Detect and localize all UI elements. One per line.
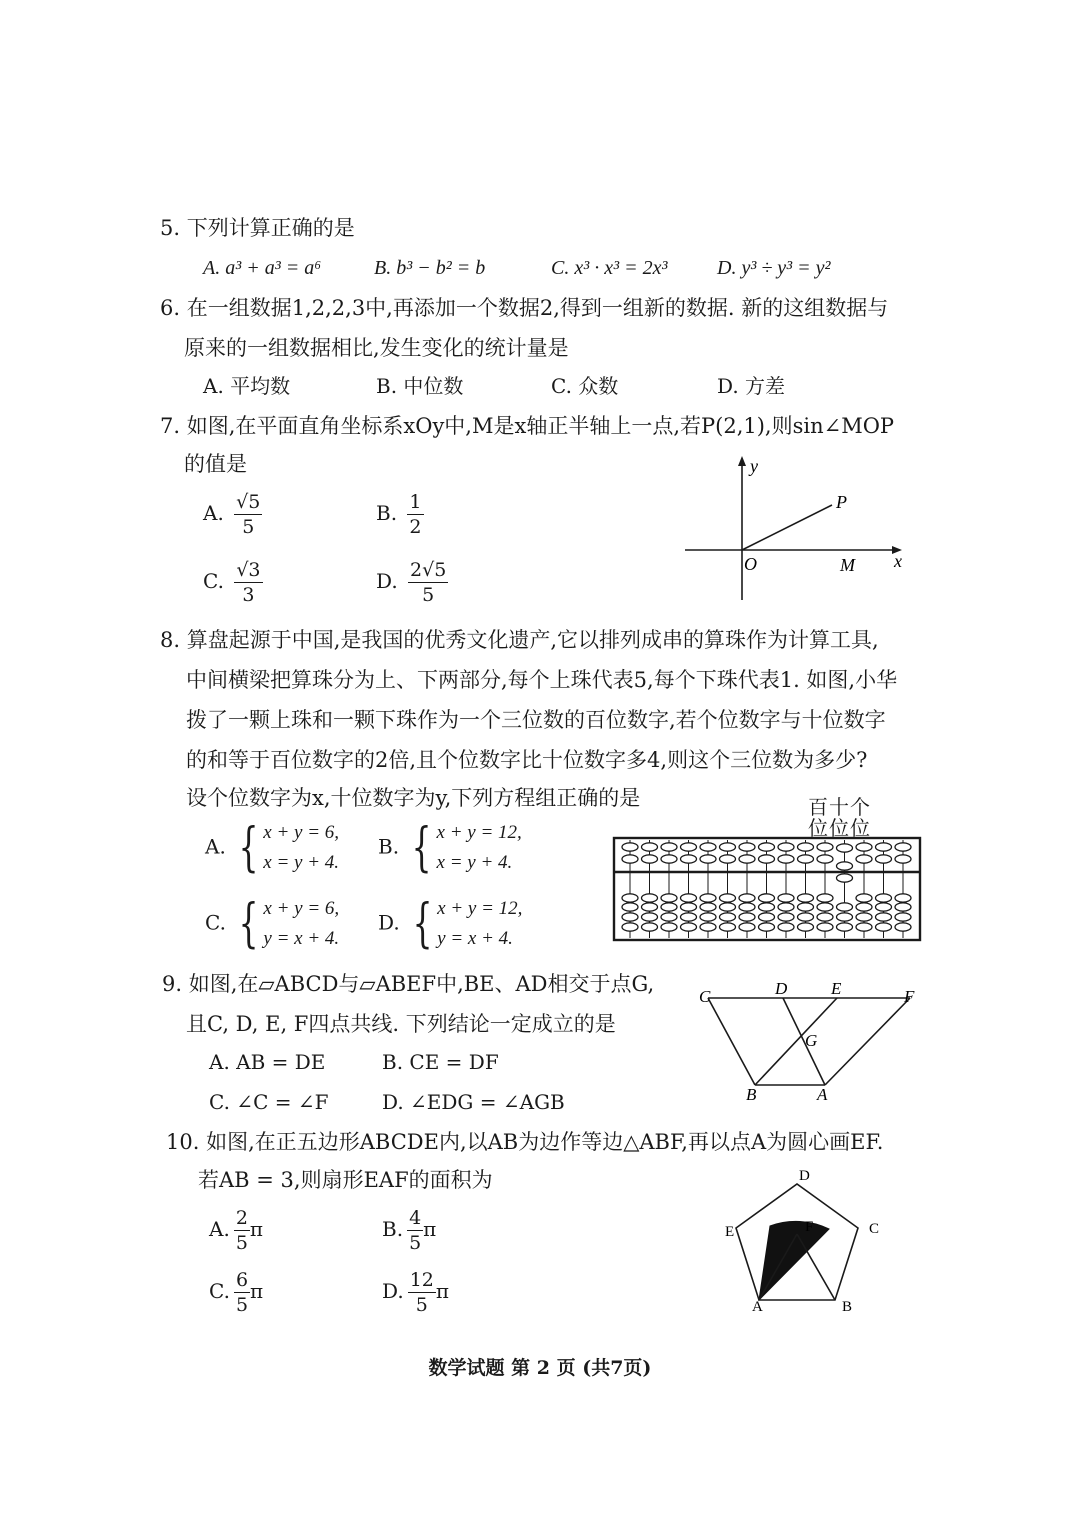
page-footer: 数学试题 第 2 页 (共7页) — [428, 1357, 652, 1379]
abacus-bead — [700, 843, 716, 851]
abacus-bead — [817, 913, 833, 921]
denominator: 5 — [235, 1294, 249, 1316]
abacus-bead — [759, 855, 775, 863]
denominator: 5 — [415, 1294, 428, 1316]
equation-line-2: y = x + 4. — [263, 928, 340, 949]
abacus-bead — [856, 894, 872, 902]
q10-option-d-label: D. — [382, 1279, 404, 1303]
abacus-bead — [661, 843, 677, 851]
point-b-label: B — [746, 1085, 757, 1104]
abacus-label-bottom: 位位位 — [808, 816, 871, 840]
abacus-bead — [720, 923, 736, 931]
abacus-bead — [895, 894, 911, 902]
q7-stem-line1: 7. 如图,在平面直角坐标系xOy中,M是x轴正半轴上一点,若P(2,1),则sin∠MOP — [160, 414, 895, 438]
q7-option-a-fraction — [234, 490, 262, 539]
abacus-bead — [642, 923, 658, 931]
abacus-bead — [720, 913, 736, 921]
abacus-bead — [817, 843, 833, 851]
abacus-bead — [622, 903, 638, 911]
q9-parallelogram-figure — [695, 980, 935, 1105]
q7-coordinate-figure — [680, 450, 920, 610]
abacus-bead — [642, 913, 658, 921]
abacus-bead — [700, 923, 716, 931]
x-label: x — [894, 551, 902, 571]
y-label: y — [750, 456, 758, 476]
q9-option-b: B. CE = DF — [382, 1050, 499, 1074]
q8-stem-line5: 设个位数字为x,十位数字为y,下列方程组正确的是 — [186, 786, 641, 810]
abacus-bead — [622, 843, 638, 851]
q7-stem-line2: 的值是 — [184, 452, 247, 476]
abacus-bead — [739, 923, 755, 931]
abacus-bead — [720, 855, 736, 863]
abacus-bead — [856, 843, 872, 851]
q7-option-a — [203, 490, 262, 539]
q9-stem-line2: 且C, D, E, F四点共线. 下列结论一定成立的是 — [186, 1012, 616, 1036]
abacus-bead — [720, 903, 736, 911]
abacus-bead — [759, 894, 775, 902]
origin-label: O — [744, 554, 757, 574]
point-e-label: E — [725, 1224, 735, 1240]
q8-stem-line2: 中间横梁把算珠分为上、下两部分,每个上珠代表5,每个下珠代表1. 如图,小华 — [186, 668, 898, 692]
abacus-bead — [817, 894, 833, 902]
q7-option-d — [376, 558, 448, 607]
q6-option-c: C. 众数 — [551, 374, 619, 398]
denominator: 3 — [242, 584, 255, 606]
q10-option-d-fraction — [408, 1268, 436, 1317]
abacus-bead — [759, 923, 775, 931]
equation-line-1: x + y = 12, — [436, 822, 522, 843]
q8-option-c — [205, 894, 339, 954]
q8-stem-line4: 的和等于百位数字的2倍,且个位数字比十位数字多4,则这个三位数为多少? — [186, 748, 868, 772]
abacus-bead — [739, 843, 755, 851]
abacus-bead — [895, 913, 911, 921]
abacus-bead — [661, 903, 677, 911]
segment-be — [755, 998, 837, 1085]
q8-option-d-system — [406, 894, 522, 954]
q10-stem-line2: 若AB = 3,则扇形EAF的面积为 — [198, 1168, 493, 1192]
q9-stem-line1: 9. 如图,在▱ABCD与▱ABEF中,BE、AD相交于点G, — [162, 972, 655, 996]
abacus-bead — [798, 913, 814, 921]
abacus-bead — [700, 903, 716, 911]
abacus-bead — [856, 923, 872, 931]
q10-option-c-label: C. — [209, 1279, 230, 1303]
q7-option-a-label: A. — [203, 501, 224, 525]
numerator: √5 — [236, 491, 261, 513]
segment-bf — [797, 1234, 835, 1300]
equation-line-2: x = y + 4. — [263, 852, 340, 873]
q8-option-c-system — [232, 894, 339, 954]
abacus-bead — [642, 843, 658, 851]
numerator: 2 — [235, 1207, 248, 1229]
abacus-bead — [642, 855, 658, 863]
abacus-bead — [876, 923, 892, 931]
abacus-bead — [720, 843, 736, 851]
point-a-label: A — [817, 1085, 828, 1104]
numerator: 2√5 — [410, 559, 447, 581]
q5-stem: 5. 下列计算正确的是 — [160, 216, 355, 240]
q8-option-a — [205, 818, 339, 878]
q10-option-c — [209, 1268, 263, 1317]
equation-line-1: x + y = 6, — [263, 822, 340, 843]
abacus-bead — [837, 844, 853, 852]
q7-option-d-label: D. — [376, 569, 398, 593]
sector-eaf — [759, 1221, 829, 1300]
q8-option-b — [378, 818, 522, 878]
q10-pentagon-figure — [715, 1160, 895, 1320]
abacus-bead — [739, 855, 755, 863]
numerator: 12 — [409, 1269, 434, 1291]
q6-option-b: B. 中位数 — [376, 374, 464, 398]
abacus-bead — [622, 855, 638, 863]
abacus-bead — [739, 913, 755, 921]
q8-option-c-label: C. — [205, 910, 226, 935]
abacus-bead — [817, 903, 833, 911]
point-a-label: A — [752, 1299, 763, 1315]
abacus-bead — [876, 855, 892, 863]
abacus-bead — [876, 903, 892, 911]
q8-option-b-system — [405, 818, 521, 878]
numerator: 6 — [235, 1269, 249, 1291]
q8-stem-line3: 拨了一颗上珠和一颗下珠作为一个三位数的百位数字,若个位数字与十位数字 — [186, 708, 886, 732]
q6-stem-line2: 原来的一组数据相比,发生变化的统计量是 — [184, 336, 569, 360]
abacus-bead — [739, 894, 755, 902]
abacus-bead — [622, 913, 638, 921]
abacus-bead — [895, 923, 911, 931]
abacus-bead — [856, 913, 872, 921]
abacus-bead — [778, 903, 794, 911]
abacus-bead — [681, 923, 697, 931]
pi-symbol: π — [250, 1279, 264, 1303]
q5-option-b: B. b³ − b² = b — [374, 257, 486, 279]
q7-option-c-label: C. — [203, 569, 224, 593]
abacus-bead — [661, 913, 677, 921]
abacus-bead — [876, 913, 892, 921]
pi-symbol: π — [249, 1217, 264, 1241]
q5-option-a: A. a³ + a³ = a⁶ — [203, 257, 322, 279]
q9-option-c: C. ∠C = ∠F — [209, 1090, 329, 1114]
point-f-label: F — [904, 987, 915, 1006]
q9-option-d: D. ∠EDG = ∠AGB — [382, 1090, 565, 1114]
abacus-bead — [798, 903, 814, 911]
point-g-label: G — [805, 1031, 818, 1050]
abacus-bead — [895, 903, 911, 911]
q6-option-a: A. 平均数 — [203, 374, 291, 398]
brace-icon: { — [412, 894, 433, 954]
abacus-label-top: 百十个 — [808, 795, 871, 819]
point-c-label: C — [699, 987, 711, 1006]
point-c-label: C — [869, 1221, 880, 1237]
q10-stem-line1: 10. 如图,在正五边形ABCDE内,以AB为边作等边△ABF,再以点A为圆心画EF. — [166, 1130, 884, 1154]
abacus-bead — [622, 894, 638, 902]
q10-option-c-fraction — [234, 1268, 250, 1317]
abacus-bead — [759, 843, 775, 851]
abacus-bead — [700, 855, 716, 863]
abacus-bead — [739, 903, 755, 911]
abacus-bead — [798, 923, 814, 931]
point-e-label: E — [831, 980, 842, 998]
abacus-bead — [661, 855, 677, 863]
segment-ad — [783, 998, 825, 1085]
brace-icon: { — [238, 818, 259, 878]
abacus-bead — [700, 894, 716, 902]
q7-option-c — [203, 558, 263, 607]
abacus-bead — [661, 923, 677, 931]
abacus-bead — [681, 855, 697, 863]
abacus-bead — [681, 894, 697, 902]
q6-stem-line1: 6. 在一组数据1,2,2,3中,再添加一个数据2,得到一组新的数据. 新的这组数据与 — [160, 296, 889, 320]
denominator: 5 — [409, 1232, 422, 1254]
abacus-bead — [642, 894, 658, 902]
abacus-bead — [895, 855, 911, 863]
abacus-bead — [837, 913, 853, 921]
abacus-bead — [798, 894, 814, 902]
q10-option-b — [382, 1206, 436, 1255]
equation-line-2: x = y + 4. — [436, 852, 513, 873]
q7-option-b-fraction — [407, 490, 423, 539]
abacus-bead — [778, 923, 794, 931]
brace-icon: { — [412, 818, 432, 878]
abacus-figure — [612, 836, 924, 944]
equation-line-1: x + y = 6, — [263, 898, 340, 919]
abacus-bead — [856, 903, 872, 911]
denominator: 5 — [235, 1232, 248, 1254]
q8-stem-line1: 8. 算盘起源于中国,是我国的优秀文化遗产,它以排列成串的算珠作为计算工具, — [160, 628, 879, 652]
point-f-label: F — [805, 1219, 814, 1235]
abacus-bead — [837, 874, 853, 882]
q10-option-d — [382, 1268, 449, 1317]
q7-option-b — [376, 490, 424, 539]
numerator: 1 — [409, 491, 422, 513]
brace-icon: { — [238, 894, 259, 954]
q10-option-a — [209, 1206, 263, 1255]
abacus-bead — [642, 903, 658, 911]
abacus-bead — [661, 894, 677, 902]
q10-option-a-label: A. — [209, 1217, 230, 1241]
abacus-bead — [856, 855, 872, 863]
abacus-bead — [837, 862, 853, 870]
equation-line-2: y = x + 4. — [437, 928, 513, 949]
denominator: 5 — [422, 584, 435, 606]
abacus-bead — [720, 894, 736, 902]
point-d-label: D — [799, 1168, 810, 1184]
q10-option-b-fraction — [407, 1206, 423, 1255]
abacus-bead — [876, 843, 892, 851]
abacus-bead — [681, 843, 697, 851]
q8-option-d — [378, 894, 522, 954]
abacus-bead — [681, 903, 697, 911]
abacus-bead — [622, 923, 638, 931]
abacus-bead — [798, 843, 814, 851]
abacus-bead — [817, 855, 833, 863]
numerator: √3 — [236, 559, 261, 581]
pi-symbol: π — [423, 1217, 437, 1241]
equation-line-1: x + y = 12, — [437, 898, 523, 919]
ray-op — [742, 505, 832, 550]
q5-option-c: C. x³ · x³ = 2x³ — [551, 257, 668, 279]
point-p-label: P — [836, 492, 847, 512]
q7-option-b-label: B. — [376, 501, 398, 525]
numerator: 4 — [409, 1207, 422, 1229]
q9-option-a: A. AB = DE — [209, 1050, 326, 1074]
segment-af — [825, 998, 910, 1085]
abacus-bead — [759, 913, 775, 921]
abacus-bead — [798, 855, 814, 863]
abacus-bead — [895, 843, 911, 851]
abacus-bead — [778, 843, 794, 851]
q5-option-d: D. y³ ÷ y³ = y² — [717, 257, 831, 279]
abacus-bead — [681, 913, 697, 921]
y-axis-arrow-icon — [738, 456, 746, 466]
q8-option-a-system — [232, 818, 339, 878]
abacus-bead — [817, 923, 833, 931]
point-b-label: B — [842, 1299, 853, 1315]
abacus-bead — [837, 903, 853, 911]
denominator: 5 — [242, 516, 255, 538]
abacus-bead — [778, 913, 794, 921]
q8-option-a-label: A. — [205, 834, 226, 859]
abacus-bead — [876, 894, 892, 902]
q7-option-c-fraction — [234, 558, 262, 607]
q7-option-d-fraction — [408, 558, 448, 607]
q6-option-d: D. 方差 — [717, 374, 786, 398]
pi-symbol: π — [435, 1279, 450, 1303]
abacus-bead — [778, 855, 794, 863]
denominator: 2 — [409, 516, 422, 538]
abacus-bead — [837, 923, 853, 931]
abacus-bead — [759, 903, 775, 911]
q10-option-a-fraction — [234, 1206, 250, 1255]
q8-option-d-label: D. — [378, 910, 400, 935]
q10-option-b-label: B. — [382, 1217, 404, 1241]
abacus-bead — [700, 913, 716, 921]
q8-option-b-label: B. — [378, 834, 400, 859]
point-d-label: D — [775, 980, 788, 998]
point-m-label: M — [840, 555, 855, 575]
segment-cb — [708, 998, 755, 1085]
abacus-bead — [778, 894, 794, 902]
